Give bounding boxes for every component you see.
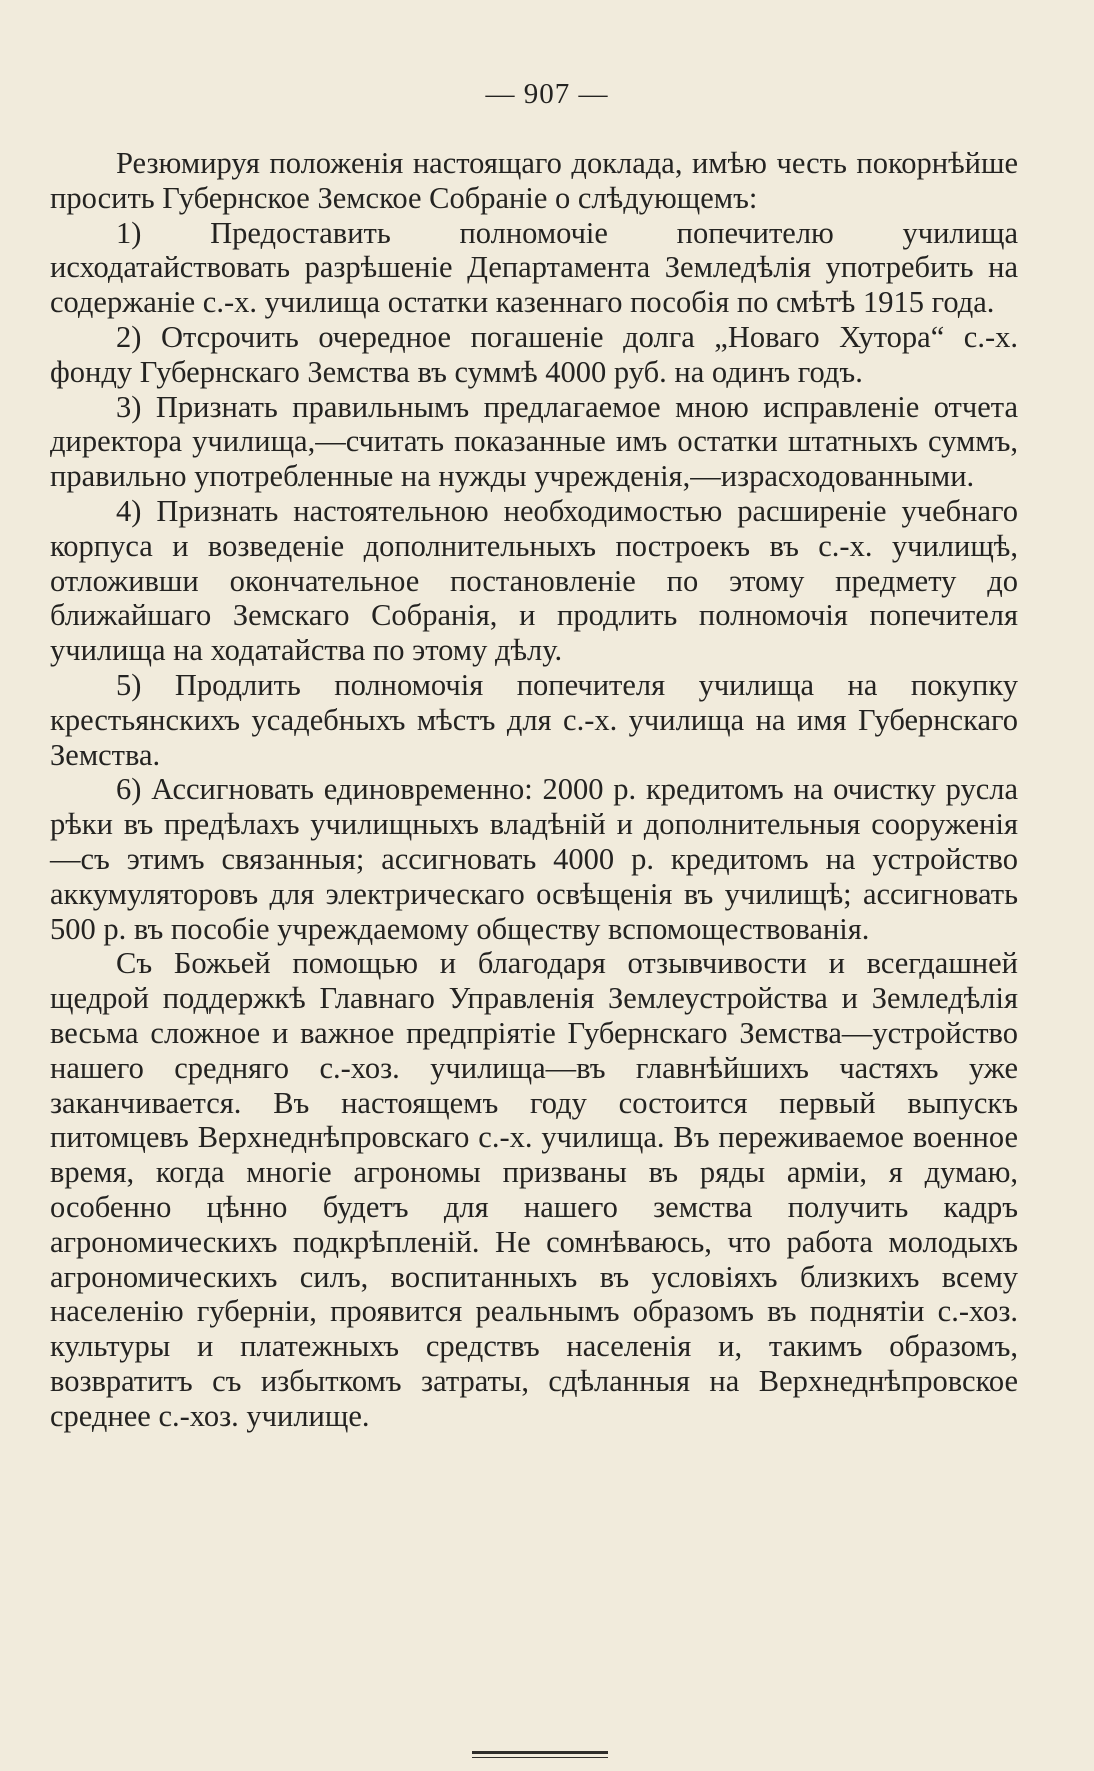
paragraph-item-5: 5) Продлить полномочія попечителя училища на покупку крестьянскихъ усадебныхъ мѣстъ для с.-х. училища на имя Губернскаго Земства.	[50, 667, 1018, 772]
end-rule-divider	[472, 1751, 608, 1754]
paragraph-item-6: 6) Ассигновать единовременно: 2000 р. кредитомъ на очистку русла рѣки въ предѣлахъ училищныхъ владѣній и дополнительныя сооруженія—съ этимъ связанныя; ассигновать 4000 р. кредитомъ на устройство аккумуляторовъ для электрическаго освѣщенія въ училищѣ; ассигновать 500 р. въ пособіе учреждаемому обществу вспомоществованія.	[50, 772, 1018, 946]
paragraph-item-4: 4) Признать настоятельною необходимостью расширеніе учебнаго корпуса и возведеніе дополнительныхъ построекъ въ с.-х. училищѣ, отложивши окончательное постановленіе по этому предмету до ближайшаго Земскаго Собранія, и продлить полномочія попечителя училища на ходатайства по этому дѣлу.	[50, 493, 1018, 668]
paragraph-item-3: 3) Признать правильнымъ предлагаемое мною исправленіе отчета директора училища,—считать показанные имъ остатки штатныхъ суммъ, правильно употребленные на нужды учрежденія,—израсходованными.	[50, 389, 1018, 494]
page-number: — 907 —	[485, 78, 609, 110]
paragraph-intro: Резюмируя положенія настоящаго доклада, имѣю честь покорнѣйше просить Губернское Земское Собраніе о слѣдующемъ:	[50, 146, 1018, 215]
document-body	[50, 146, 1018, 1433]
paragraph-item-1: 1) Предоставить полномочіе попечителю училища исходатайствовать разрѣшеніе Департамента Земледѣлія употребить на содержаніе с.-х. училища остатки казеннаго пособія по смѣтѣ 1915 года.	[50, 215, 1018, 320]
paragraph-conclusion: Съ Божьей помощью и благодаря отзывчивости и всегдашней щедрой поддержкѣ Главнаго Управленія Землеустройства и Земледѣлія весьма сложное и важное предпріятіе Губернскаго Земства—устройство нашего средняго с.-хоз. училища—въ главнѣйшихъ частяхъ уже заканчивается. Въ настоящемъ году состоится первый выпускъ питомцевъ Верхнеднѣпровскаго с.-х. училища. Въ переживаемое военное время, когда многіе агрономы призваны въ ряды арміи, я думаю, особенно цѣнно будетъ для нашего земства получить кадръ агрономическихъ подкрѣпленій. Не сомнѣваюсь, что работа молодыхъ агрономическихъ силъ, воспитанныхъ въ условіяхъ близкихъ всему населенію губерніи, проявится реальнымъ образомъ въ поднятіи с.-хоз. культуры и платежныхъ средствъ населенія и, такимъ образомъ, возвратитъ съ избыткомъ затраты, сдѣланныя на Верхнеднѣпровское среднее с.-хоз. училище.	[50, 946, 1018, 1433]
paragraph-item-2: 2) Отсрочить очередное погашеніе долга „Новаго Хутора“ с.-х. фонду Губернскаго Земства въ суммѣ 4000 руб. на одинъ годъ.	[50, 319, 1018, 389]
